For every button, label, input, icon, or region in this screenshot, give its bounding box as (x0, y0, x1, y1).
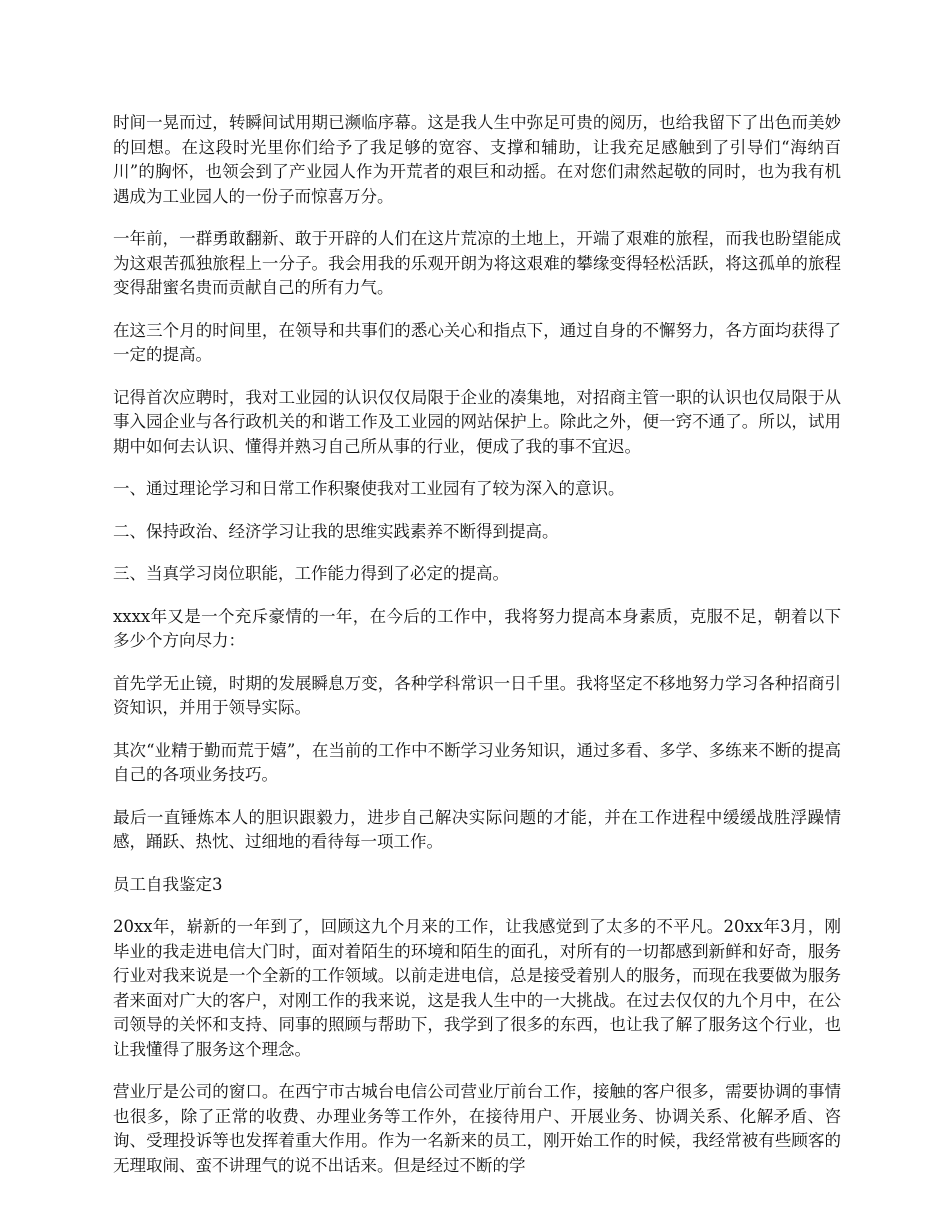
paragraph: 20xx年，崭新的一年到了，回顾这九个月来的工作，让我感觉到了太多的不平凡。20xx年3月，刚毕业的我走进电信大门时，面对着陌生的环境和陌生的面孔，对所有的一切都感到新鲜和好奇，服务行业对我来说是一个全新的工作领域。以前走进电信，总是接受着别人的服务，而现在我要做为服务者来面对广大的客户，对刚工作的我来说，这是我人生中的一大挑战。在过去仅仅的九个月中，在公司领导的关怀和支持、同事的照顾与帮助下，我学到了很多的东西，也让我了解了服务这个行业，也让我懂得了服务这个理念。 (113, 917, 841, 1059)
list-item-3: 三、当真学习岗位职能，工作能力得到了必定的提高。 (113, 564, 509, 583)
paragraph: xxxx年又是一个充斥豪情的一年，在今后的工作中，我将努力提高本身素质，克服不足，朝着以下多少个方向尽力： (113, 606, 841, 650)
list-item-2: 二、保持政治、经济学习让我的思维实践素养不断得到提高。 (113, 521, 559, 541)
paragraph: 一年前，一群勇敢翻新、敢于开辟的人们在这片荒凉的土地上，开端了艰难的旅程，而我也盼望能成为这艰苦孤独旅程上一分子。我会用我的乐观开朗为将这艰难的攀缘变得轻松活跃，将这孤单的旅程变得甜蜜名贵而贡献自己的所有力气。 (113, 229, 841, 297)
paragraph: 在这三个月的时间里，在领导和共事们的悉心关心和指点下，通过自身的不懈努力，各方面均获得了一定的提高。 (113, 320, 841, 364)
paragraph: 最后一直锤炼本人的胆识跟毅力，进步自己解决实际问题的才能，并在工作进程中缓缓战胜浮躁情感，踊跃、热忱、过细地的看待每一项工作。 (113, 807, 841, 851)
document-page (113, 111, 841, 1196)
section-heading: 员工自我鉴定3 (113, 874, 223, 894)
paragraph: 时间一晃而过，转瞬间试用期已濒临序幕。这是我人生中弥足可贵的阅历，也给我留下了出色而美妙的回想。在这段时光里你们给予了我足够的宽容、支撑和辅助，让我充足感触到了引导们“海纳百川”的胸怀，也领会到了产业园人作为开荒者的艰巨和动摇。在对您们肃然起敬的同时，也为我有机遇成为工业园人的一份子而惊喜万分。 (113, 113, 841, 206)
list-item-1: 一、通过理论学习和日常工作积聚使我对工业园有了较为深入的意识。 (113, 479, 625, 498)
paragraph: 其次“业精于勤而荒于嬉”，在当前的工作中不断学习业务知识，通过多看、多学、多练来不断的提高自己的各项业务技巧。 (113, 740, 841, 784)
paragraph: 营业厅是公司的窗口。在西宁市古城台电信公司营业厅前台工作，接触的客户很多，需要协调的事情也很多，除了正常的收费、办理业务等工作外，在接待用户、开展业务、协调关系、化解矛盾、咨询、受理投诉等也发挥着重大作用。作为一名新来的员工，刚开始工作的时候，我经常被有些顾客的无理取闹、蛮不讲理气的说不出话来。但是经过不断的学 (113, 1082, 841, 1175)
paragraph: 记得首次应聘时，我对工业园的认识仅仅局限于企业的凑集地，对招商主管一职的认识也仅局限于从事入园企业与各行政机关的和谐工作及工业园的网站保护上。除此之外，便一窍不通了。所以，试用期中如何去认识、懂得并熟习自己所从事的行业，便成了我的事不宜迟。 (113, 387, 841, 456)
paragraph: 首先学无止镜，时期的发展瞬息万变，各种学科常识一日千里。我将坚定不移地努力学习各种招商引资知识，并用于领导实际。 (113, 673, 841, 717)
